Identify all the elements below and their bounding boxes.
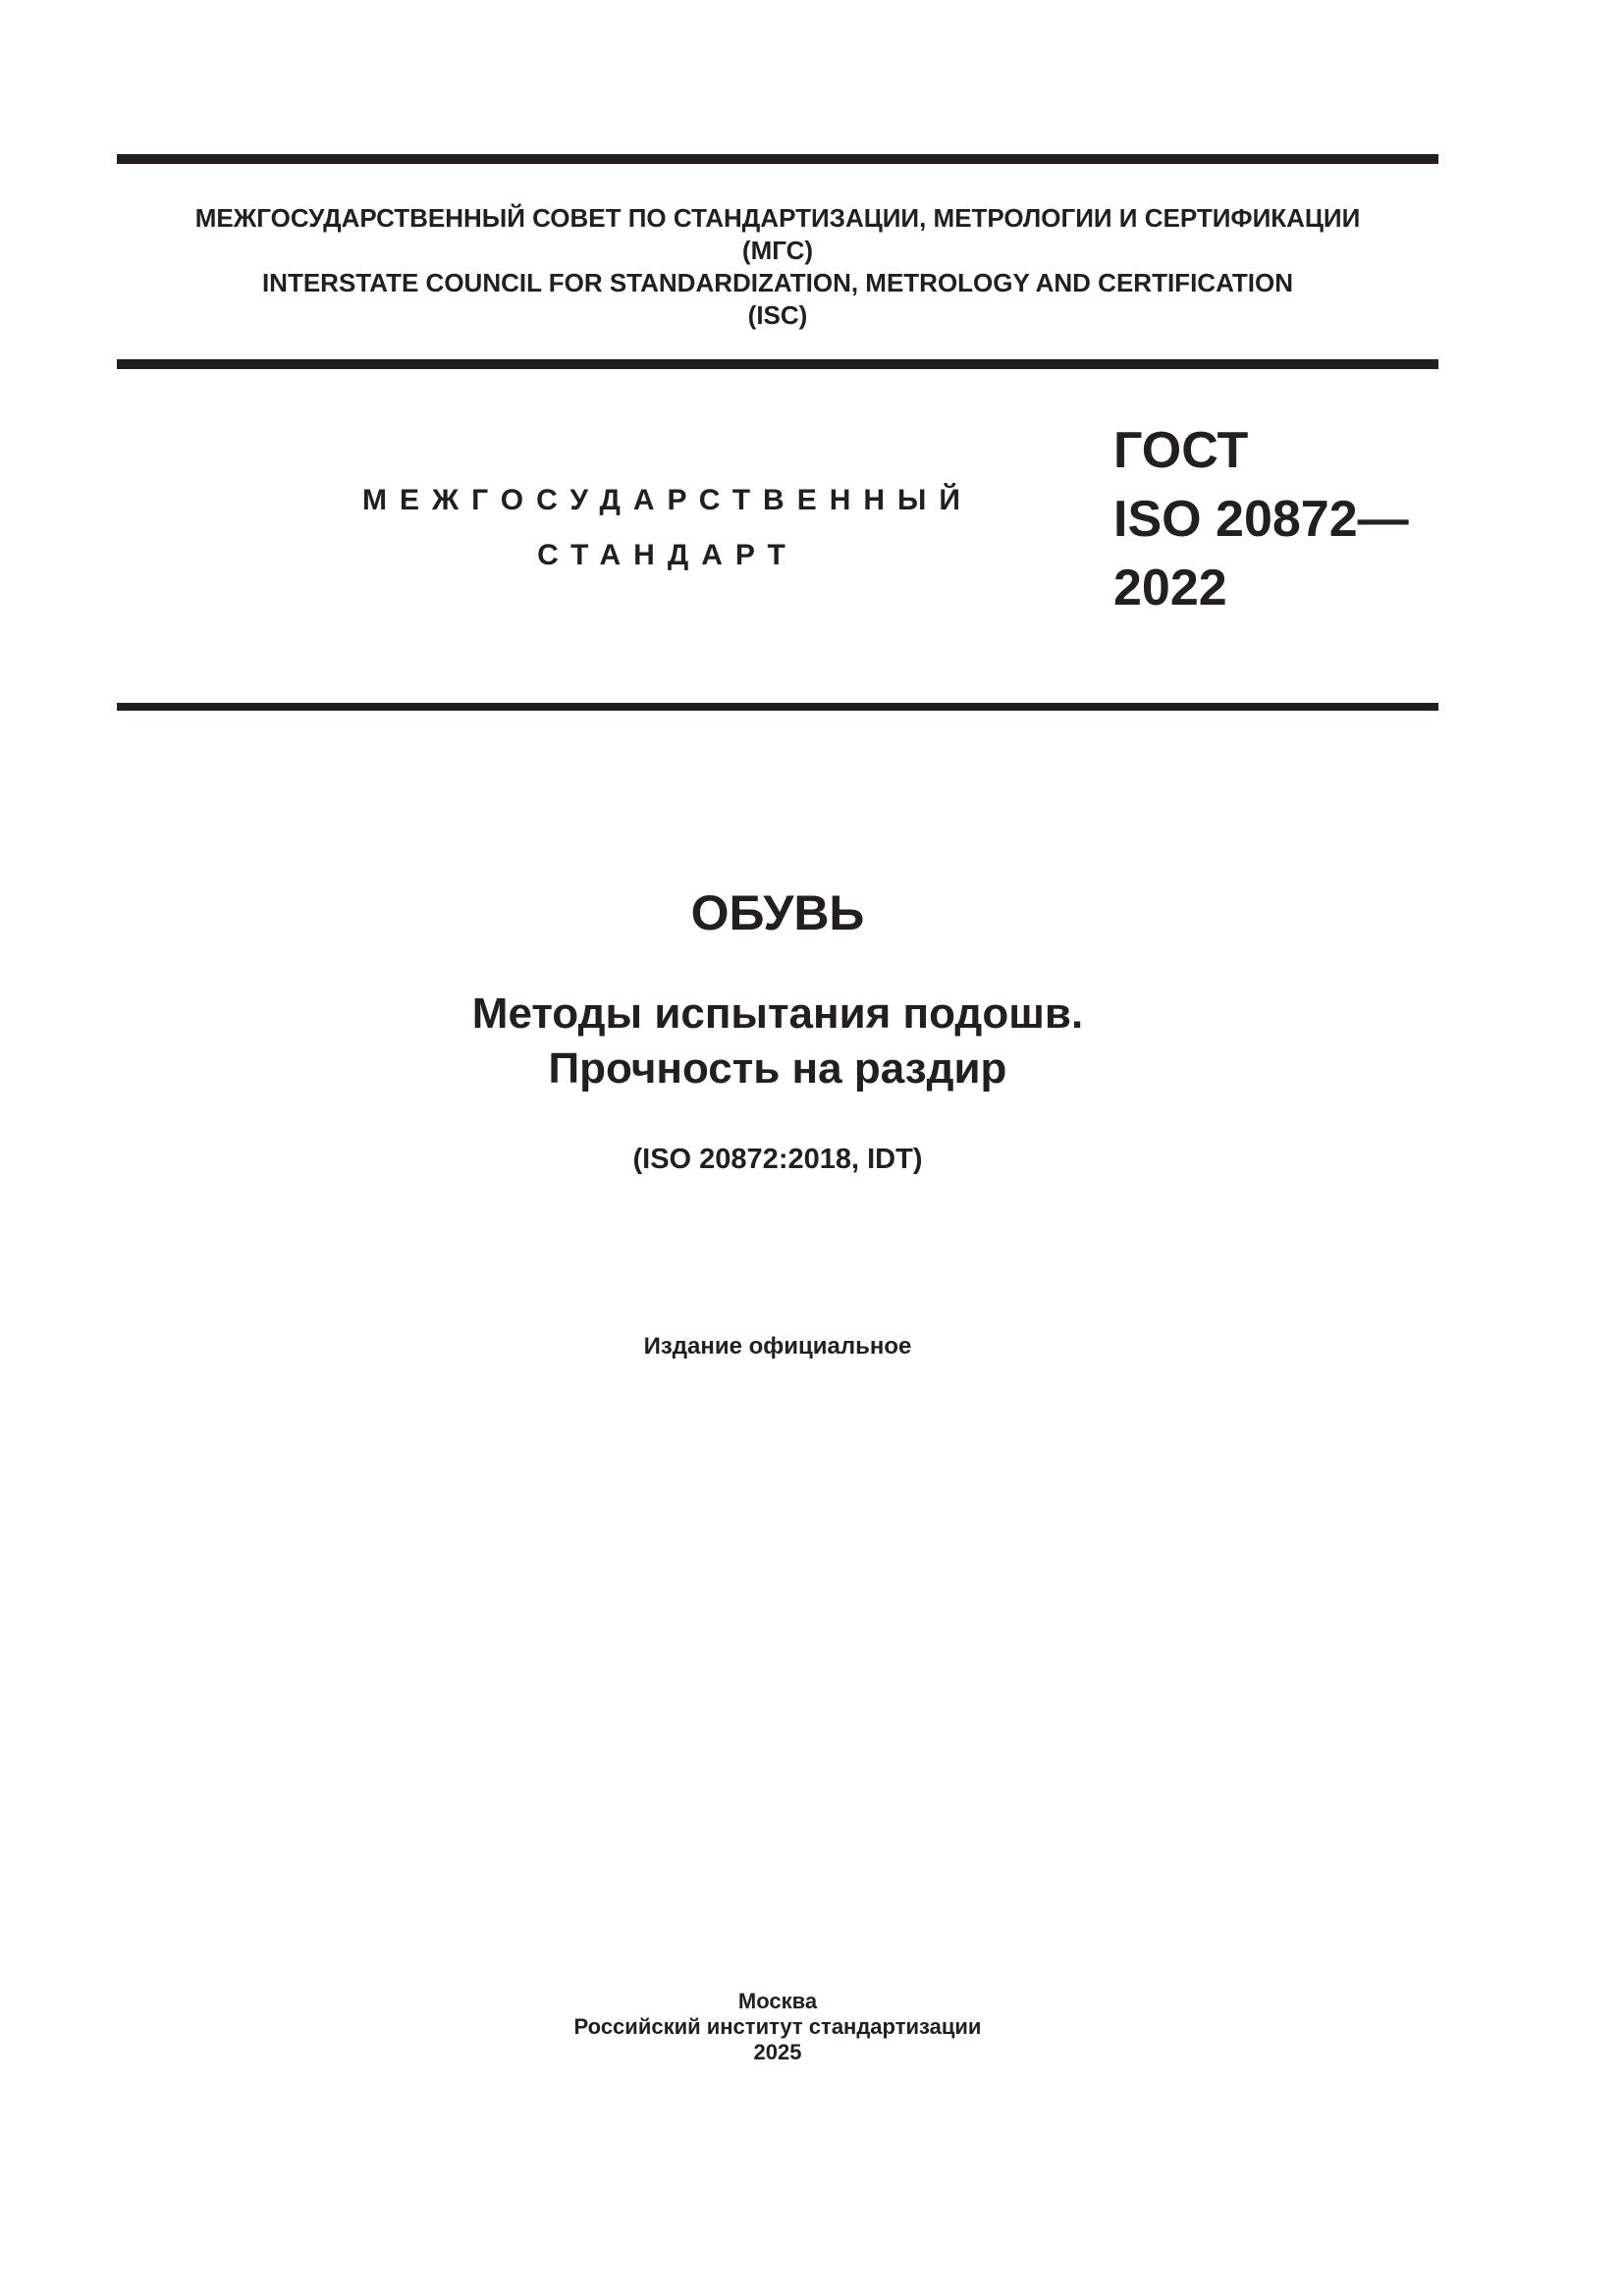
standard-type-line1: МЕЖГОСУДАРСТВЕННЫЙ xyxy=(362,484,973,516)
council-header xyxy=(117,202,1438,332)
council-abbr-ru: (МГС) xyxy=(741,236,814,265)
council-name-ru: МЕЖГОСУДАРСТВЕННЫЙ СОВЕТ ПО СТАНДАРТИЗАЦИИ, МЕТРОЛОГИИ И СЕРТИФИКАЦИИ xyxy=(194,203,1361,233)
document-title: ОБУВЬ xyxy=(690,885,865,940)
imprint-year: 2025 xyxy=(753,2040,802,2064)
imprint-publisher: Российский институт стандартизации xyxy=(573,2014,982,2039)
edition-note: Издание официальное xyxy=(643,1333,912,1360)
header-rule xyxy=(117,359,1438,369)
iso-reference: (ISO 20872:2018, IDT) xyxy=(632,1144,923,1175)
council-name-en: INTERSTATE COUNCIL FOR STANDARDIZATION, METROLOGY AND CERTIFICATION xyxy=(261,268,1294,297)
designation-line3: 2022 xyxy=(1113,560,1227,616)
standard-designation xyxy=(1113,416,1409,622)
imprint-city: Москва xyxy=(737,1989,818,2013)
standard-type-line2: СТАНДАРТ xyxy=(537,539,798,571)
standard-type-label xyxy=(295,473,1041,583)
subtitle-line2: Прочность на раздир xyxy=(548,1044,1007,1093)
document-subtitle xyxy=(117,987,1438,1096)
designation-line1: ГОСТ xyxy=(1113,422,1249,479)
imprint xyxy=(117,1989,1438,2065)
top-rule xyxy=(117,154,1438,164)
designation-line2: ISO 20872— xyxy=(1113,491,1409,548)
title-block-rule xyxy=(117,703,1438,711)
council-abbr-en: (ISC) xyxy=(747,300,808,330)
subtitle-line1: Методы испытания подошв. xyxy=(471,989,1084,1038)
